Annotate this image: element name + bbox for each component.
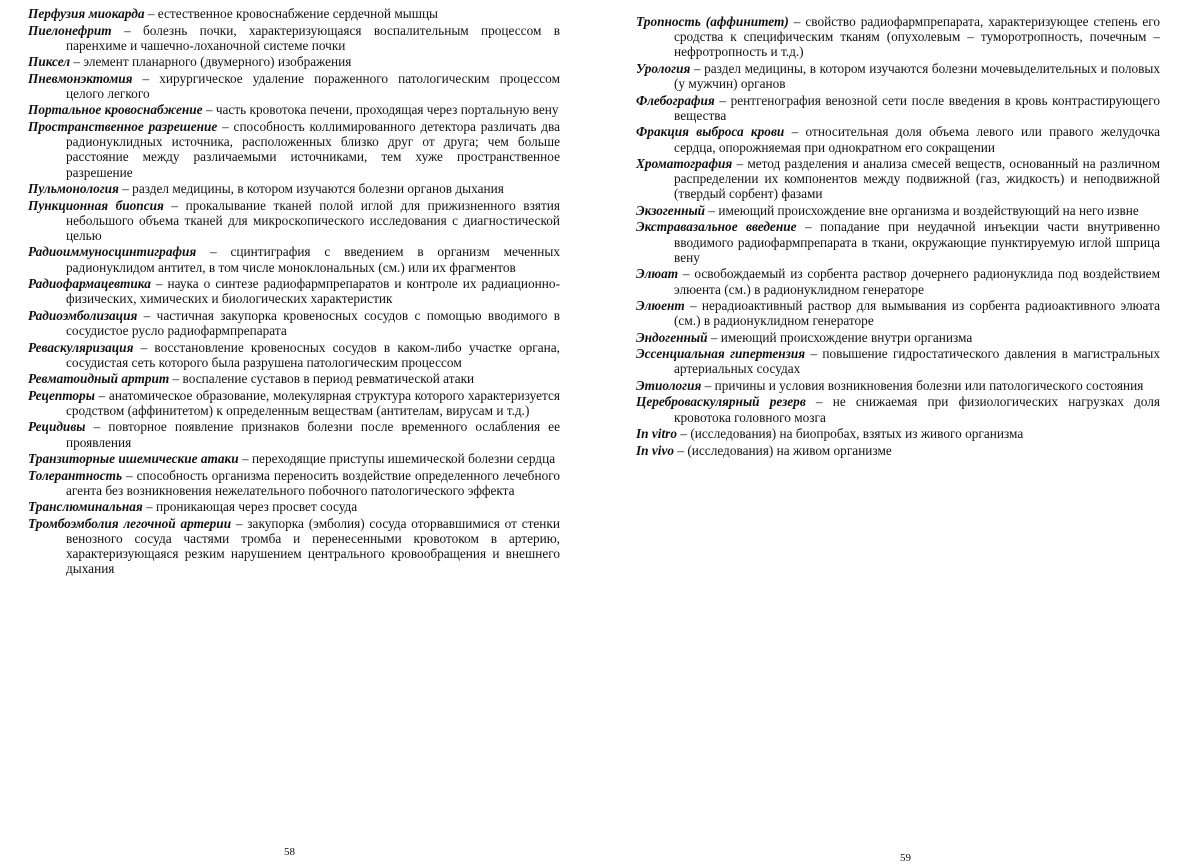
glossary-term: Экстравазальное введение xyxy=(636,219,797,235)
glossary-term: Флебография xyxy=(636,92,715,108)
glossary-term: Пункционная биопсия xyxy=(28,197,164,213)
glossary-term: Рецидивы xyxy=(28,419,86,435)
glossary-term: Пиксел xyxy=(28,54,71,70)
glossary-entry xyxy=(636,394,1160,424)
glossary-term: Фракция выброса крови xyxy=(636,124,785,140)
glossary-entry xyxy=(28,198,560,244)
glossary-definition: – не снижаемая при физиологических нагрузках доля кровотока головного мозга xyxy=(674,394,1160,425)
glossary-entry xyxy=(636,298,1160,328)
glossary-entry xyxy=(28,119,560,180)
glossary-term: Портальное кровоснабжение xyxy=(28,102,203,118)
glossary-definition: – раздел медицины, в котором изучаются болезни органов дыхания xyxy=(118,181,504,197)
glossary-definition: – прокалывание тканей полой иглой для прижизненного взятия небольшого объема тканей для микроскопического исследования с диагностической целью xyxy=(66,197,560,243)
glossary-definition: – относительная доля объема левого или правого желудочка сердца, опорожняемая при однократном его сокращении xyxy=(674,124,1160,155)
glossary-entry xyxy=(28,181,560,196)
glossary-definition: – болезнь почки, характеризующаяся воспалительным процессом в паренхиме и чашечно-лоханочной системе почки xyxy=(66,22,560,53)
page-number: 58 xyxy=(284,846,295,858)
glossary-entry xyxy=(636,203,1160,218)
glossary-term: Радиоиммуносцинтиграфия xyxy=(28,244,197,260)
glossary-definition: – элемент планарного (двумерного) изображения xyxy=(70,54,352,70)
glossary-entry xyxy=(28,244,560,274)
glossary-term: Пневмонэктомия xyxy=(28,70,133,86)
glossary-entry xyxy=(636,14,1160,60)
glossary-term: Элюат xyxy=(636,266,679,282)
glossary-entry xyxy=(636,156,1160,202)
glossary-entry xyxy=(28,71,560,101)
glossary-definition: – нерадиоактивный раствор для вымывания из сорбента радиоактивного элюата (см.) в радионуклидном генераторе xyxy=(674,298,1160,329)
glossary-entry xyxy=(28,23,560,53)
glossary-entry xyxy=(28,54,560,69)
glossary-definition: – воспаление суставов в период ревматической атаки xyxy=(169,371,475,387)
glossary-term: Цереброваскулярный резерв xyxy=(636,394,806,410)
glossary-entry xyxy=(28,388,560,418)
glossary-list xyxy=(28,0,560,577)
glossary-definition: – переходящие приступы ишемической болезни сердца xyxy=(238,451,556,467)
glossary-term: In vivo xyxy=(636,442,675,458)
glossary-term: Радиоэмболизация xyxy=(28,307,138,323)
glossary-definition: – имеющий происхождение внутри организма xyxy=(707,329,973,345)
glossary-entry xyxy=(28,371,560,386)
glossary-term: Транзиторные ишемические атаки xyxy=(28,451,239,467)
glossary-term: Ревматоидный артрит xyxy=(28,371,170,387)
glossary-term: Эндогенный xyxy=(636,329,708,345)
glossary-term: Этиология xyxy=(636,377,702,393)
glossary-definition: – сцинтиграфия с введением в организм меченных радионуклидом антител, в том числе моноклональных (см.) или их фрагментов xyxy=(66,244,560,275)
glossary-definition: – закупорка (эмболия) сосуда оторвавшимися от стенки венозного сосуда частями тромба и перенесенными кровотоком в артерию, характеризующаяся резким нарушением центрального кровообращения и внешнего дыхания xyxy=(66,515,560,577)
page-number: 59 xyxy=(900,852,911,864)
glossary-entry xyxy=(28,276,560,306)
glossary-definition: – хирургическое удаление пораженного патологическим процессом целого легкого xyxy=(66,70,560,101)
glossary-entry xyxy=(28,419,560,449)
glossary-definition: – частичная закупорка кровеносных сосудов с помощью вводимого в сосудистое русло радиофармпрепарата xyxy=(66,307,560,339)
glossary-entry xyxy=(636,266,1160,296)
glossary-term: Пульмонология xyxy=(28,181,119,197)
glossary-definition: – имеющий происхождение вне организма и воздействующий на него извне xyxy=(705,202,1139,218)
glossary-entry xyxy=(28,6,560,21)
glossary-entry xyxy=(28,308,560,338)
glossary-term: Тромбоэмболия легочной артерии xyxy=(28,515,232,531)
glossary-entry xyxy=(636,378,1160,393)
glossary-definition: – повышение гидростатического давления в магистральных артериальных сосудах xyxy=(674,346,1160,377)
glossary-entry xyxy=(636,219,1160,265)
glossary-definition: – рентгенография венозной сети после введения в кровь контрастирующего вещества xyxy=(674,92,1160,123)
right-page xyxy=(636,0,1160,866)
left-page xyxy=(28,0,560,866)
glossary-definition: – анатомическое образование, молекулярная структура которого характеризуется сродством (аффинитетом) к определенным веществам (антителам, вирусам и т.д.) xyxy=(66,387,560,418)
glossary-entry xyxy=(636,346,1160,376)
glossary-entry xyxy=(28,516,560,577)
glossary-entry xyxy=(28,340,560,370)
glossary-definition: – причины и условия возникновения болезни или патологического состояния xyxy=(701,377,1144,393)
glossary-term: Перфузия миокарда xyxy=(28,6,145,21)
glossary-entry xyxy=(636,426,1160,441)
glossary-term: Элюент xyxy=(636,298,685,314)
glossary-entry xyxy=(28,468,560,498)
glossary-entry xyxy=(636,93,1160,123)
glossary-term: Транслюминальная xyxy=(28,499,143,515)
glossary-entry xyxy=(636,443,1160,458)
glossary-definition: – часть кровотока печени, проходящая через портальную вену xyxy=(202,102,559,118)
glossary-definition: – повторное появление признаков болезни после временного ослабления ее проявления xyxy=(66,419,560,450)
glossary-term: Урология xyxy=(636,60,691,76)
glossary-term: Толерантность xyxy=(28,467,123,483)
glossary-definition: – раздел медицины, в котором изучаются болезни мочевыделительных и половых (у мужчин) органов xyxy=(674,60,1160,92)
glossary-term: In vitro xyxy=(636,426,678,442)
glossary-definition: – метод разделения и анализа смесей веществ, основанный на различном распределении их компонентов между подвижной (газ, жидкость) и неподвижной (твердый сорбент) фазами xyxy=(674,156,1160,202)
glossary-definition: – (исследования) на биопробах, взятых из живого организма xyxy=(677,426,1024,442)
glossary-term: Рецепторы xyxy=(28,387,95,403)
glossary-definition: – способность коллимированного детектора различать два радионуклидных источника, расположенных близко друг от друга; чем больше расстояние между различаемыми источниками, тем хуже пространственное разрешение xyxy=(66,118,560,180)
glossary-definition: – свойство радиофармпрепарата, характеризующее степень его сродства к специфическим тканям (опухолевым – туморотропность, почечным – нефротропность и т.д.) xyxy=(674,14,1160,60)
glossary-definition: – способность организма переносить воздействие определенного лечебного агента без возникновения нежелательного побочного патологического эффекта xyxy=(66,467,560,498)
glossary-entry xyxy=(28,102,560,117)
glossary-term: Эссенциальная гипертензия xyxy=(636,346,806,362)
glossary-term: Экзогенный xyxy=(636,202,706,218)
glossary-term: Радиофармацевтика xyxy=(28,276,151,292)
glossary-entry xyxy=(636,330,1160,345)
glossary-term: Пространственное разрешение xyxy=(28,118,218,134)
glossary-definition: – восстановление кровеносных сосудов в каком-либо участке органа, сосудистая сеть которого была разрушена патологическим процессом xyxy=(66,339,560,370)
glossary-entry xyxy=(636,124,1160,154)
glossary-definition: – освобождаемый из сорбента раствор дочернего радионуклида под воздействием элюента (см.) в радионуклидном генераторе xyxy=(674,266,1160,297)
glossary-definition: – проникающая через просвет сосуда xyxy=(142,499,358,515)
glossary-definition: – (исследования) на живом организме xyxy=(674,442,892,458)
glossary-definition: – наука о синтезе радиофармпрепаратов и контроле их радиационно-физических, химических и биологических характеристик xyxy=(66,276,560,307)
glossary-term: Реваскуляризация xyxy=(28,339,134,355)
glossary-list xyxy=(636,0,1160,458)
glossary-entry xyxy=(28,451,560,466)
glossary-definition: – естественное кровоснабжение сердечной мышцы xyxy=(144,6,438,21)
glossary-definition: – попадание при неудачной инъекции части внутривенно вводимого радиофармпрепарата в ткани, окружающие пунктируемую иглой шприца вену xyxy=(674,219,1161,265)
glossary-term: Пиелонефрит xyxy=(28,22,112,38)
glossary-entry xyxy=(28,499,560,514)
glossary-entry xyxy=(636,61,1160,91)
glossary-term: Тропность (аффинитет) xyxy=(636,14,789,29)
glossary-term: Хроматография xyxy=(636,156,733,172)
